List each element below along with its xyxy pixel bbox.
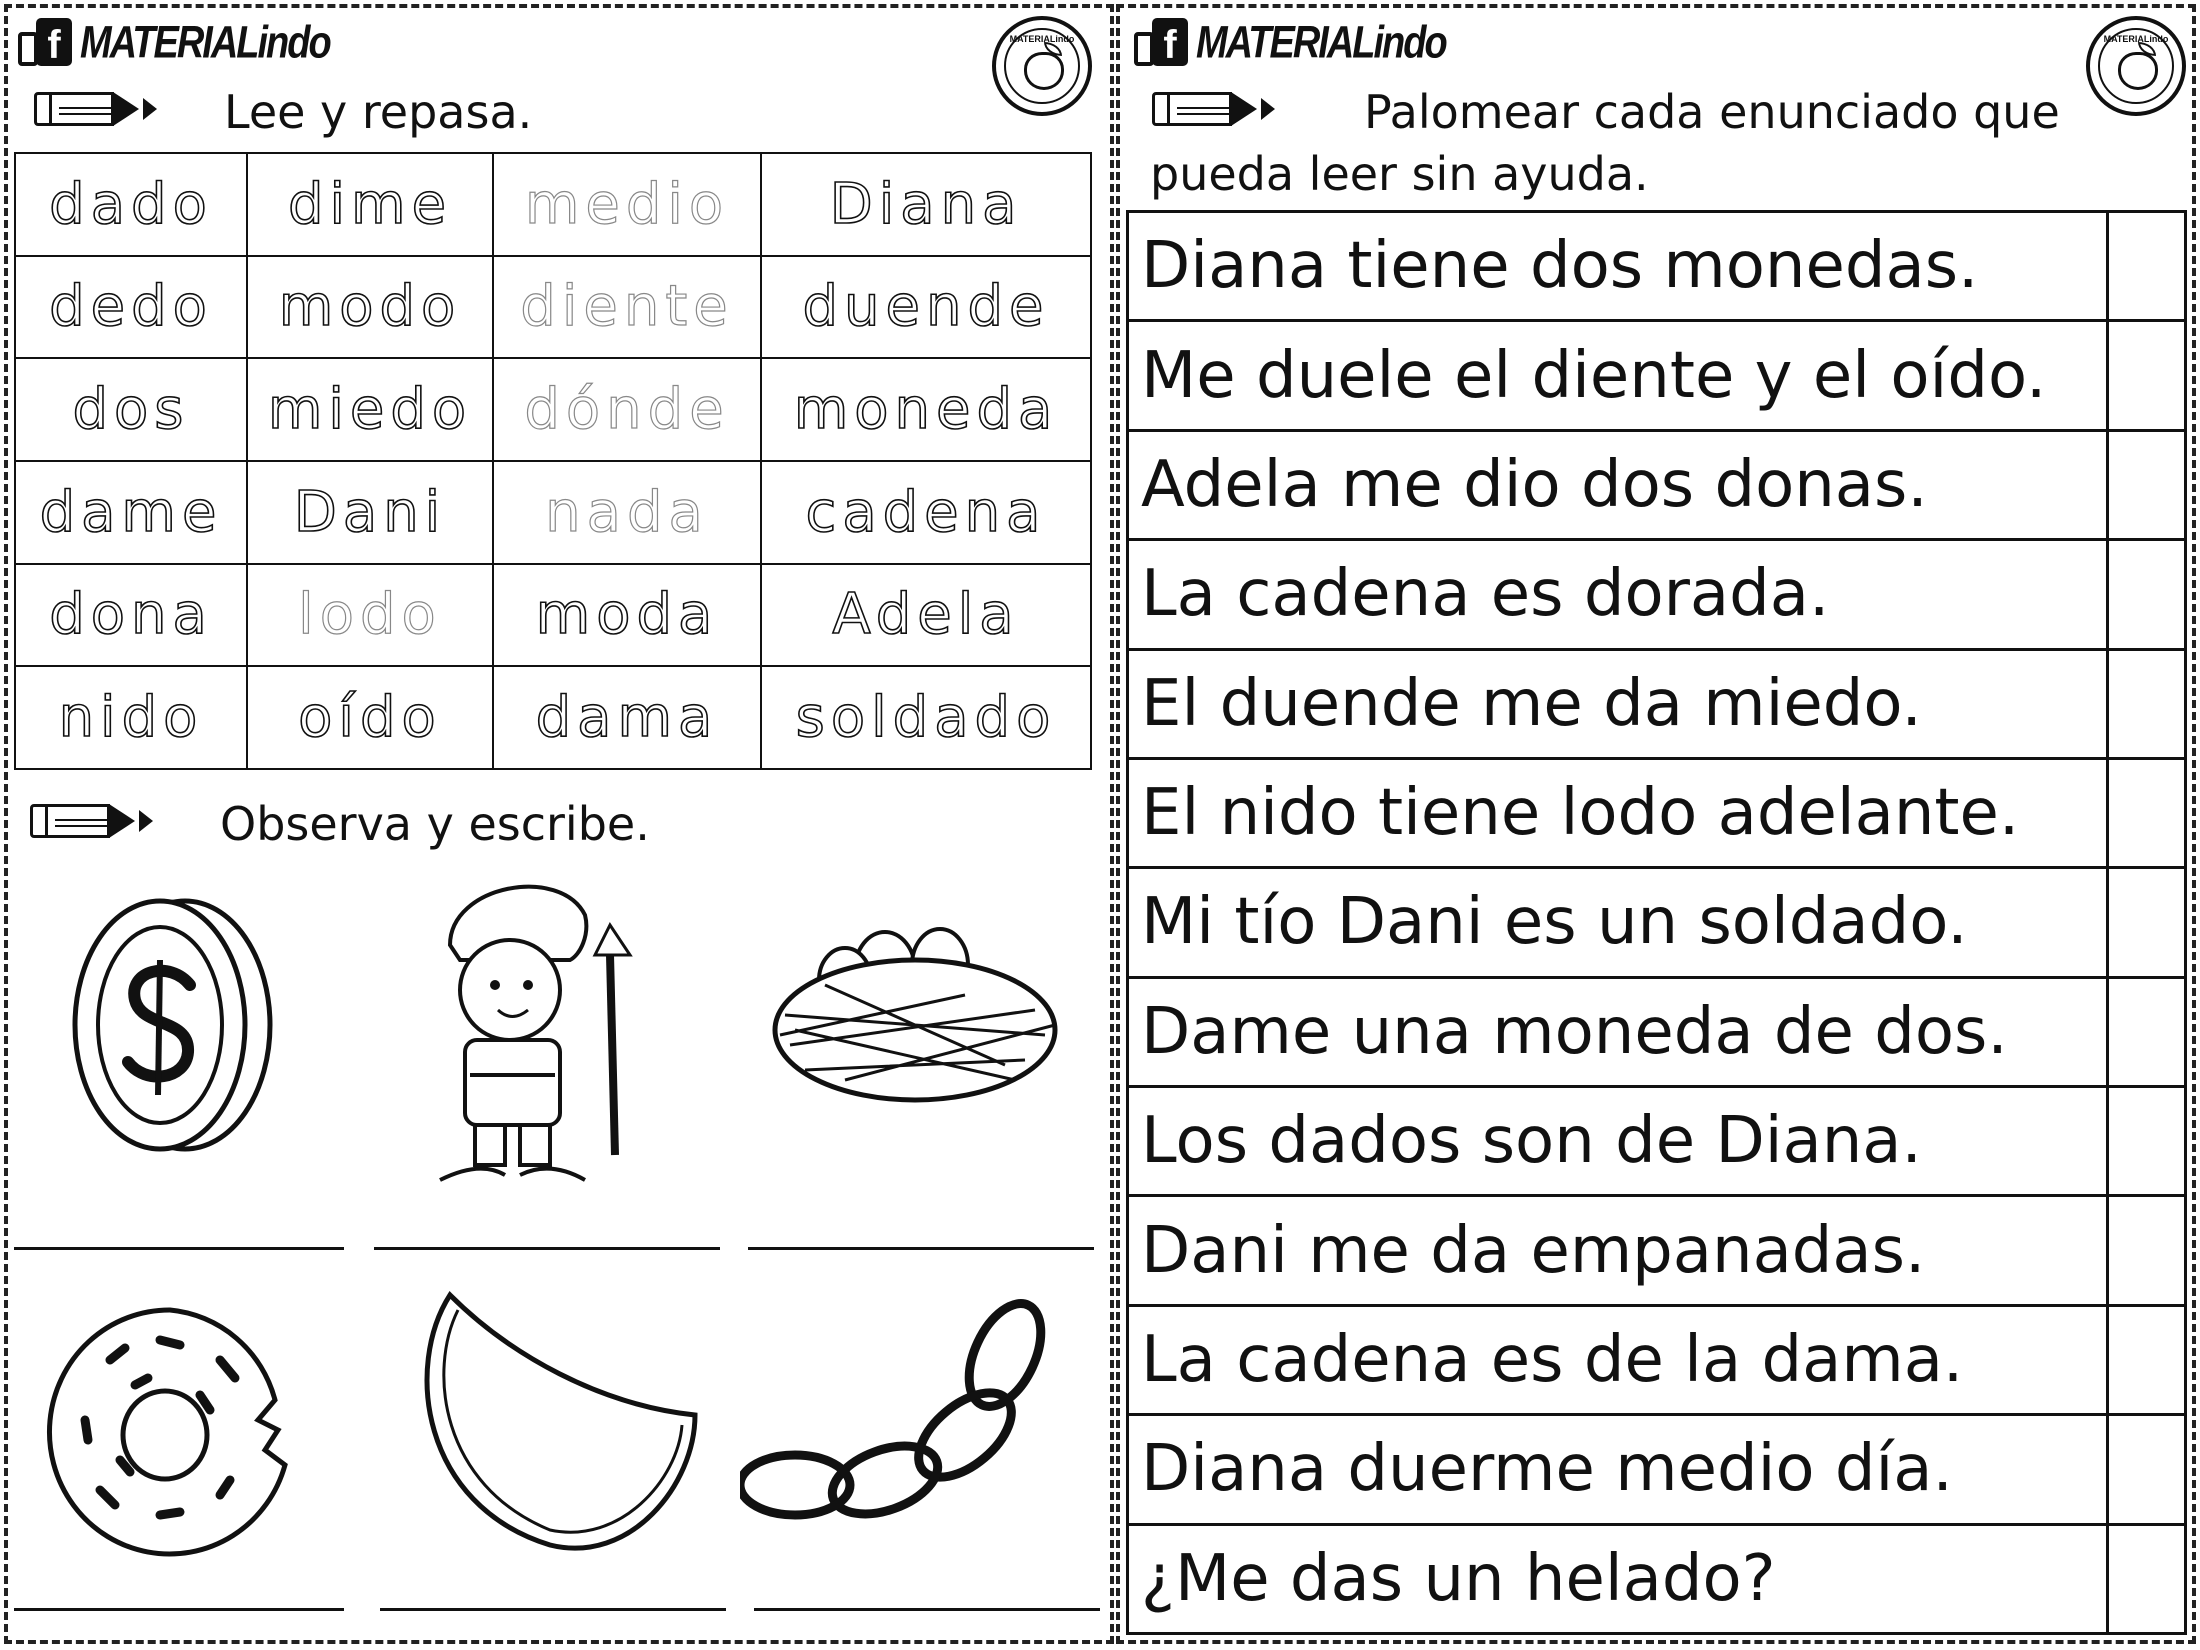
trace-word: duende: [761, 256, 1091, 359]
trace-word: moda: [493, 564, 761, 667]
sentence-row: [1128, 977, 2186, 1086]
trace-word: miedo: [247, 358, 493, 461]
sentence-row: [1128, 1087, 2186, 1196]
instruction-check-line1: Palomear cada enunciado que: [1364, 85, 2060, 139]
write-line[interactable]: [748, 1247, 1094, 1250]
brand-name: MATERIALindo: [80, 17, 330, 68]
check-box[interactable]: [2108, 868, 2186, 977]
trace-word: dónde: [493, 358, 761, 461]
pencil-icon: [30, 804, 153, 838]
word-row: [15, 666, 1091, 769]
write-line[interactable]: [754, 1608, 1100, 1611]
donut-icon: [40, 1300, 300, 1570]
chain-icon: [740, 1295, 1080, 1555]
brand-header-left: [18, 18, 330, 68]
check-box[interactable]: [2108, 977, 2186, 1086]
sentence-row: [1128, 868, 2186, 977]
coin-icon: [50, 890, 280, 1160]
trace-word: moneda: [761, 358, 1091, 461]
sentence-row: [1128, 1524, 2186, 1634]
elf-icon: [410, 865, 660, 1195]
sentence-text: La cadena es de la dama.: [1128, 1305, 2108, 1414]
trace-word: diente: [493, 256, 761, 359]
sentence-text: Dame una moneda de dos.: [1128, 977, 2108, 1086]
apple-seal-icon: MATERIALindo: [2086, 16, 2186, 116]
check-box[interactable]: [2108, 1415, 2186, 1524]
sentence-text: Mi tío Dani es un soldado.: [1128, 868, 2108, 977]
trace-word: dado: [15, 153, 247, 256]
word-row: [15, 358, 1091, 461]
trace-word: Dani: [247, 461, 493, 564]
word-row: [15, 461, 1091, 564]
facebook-like-icon: f: [1134, 18, 1190, 68]
sentence-checklist: [1126, 210, 2187, 1635]
write-line[interactable]: [14, 1608, 344, 1611]
check-box[interactable]: [2108, 540, 2186, 649]
sentence-row: [1128, 430, 2186, 539]
check-box[interactable]: [2108, 1524, 2186, 1634]
trace-word: medio: [493, 153, 761, 256]
sentence-row: [1128, 758, 2186, 867]
tracing-word-table: [14, 152, 1092, 770]
apple-seal-icon: MATERIALindo: [992, 16, 1092, 116]
sentence-text: Me duele el diente y el oído.: [1128, 321, 2108, 430]
check-box[interactable]: [2108, 1196, 2186, 1305]
empanada-icon: [400, 1275, 710, 1565]
trace-word: oído: [247, 666, 493, 769]
check-box[interactable]: [2108, 212, 2186, 321]
write-line[interactable]: [374, 1247, 720, 1250]
sentence-text: El nido tiene lodo adelante.: [1128, 758, 2108, 867]
sentence-row: [1128, 1196, 2186, 1305]
trace-word: dedo: [15, 256, 247, 359]
check-box[interactable]: [2108, 1305, 2186, 1414]
sentence-row: [1128, 540, 2186, 649]
instruction-observe-write: Observa y escribe.: [220, 797, 650, 851]
sentence-row: [1128, 212, 2186, 321]
word-row: [15, 564, 1091, 667]
sentence-text: Dani me da empanadas.: [1128, 1196, 2108, 1305]
trace-word: dama: [493, 666, 761, 769]
write-line[interactable]: [380, 1608, 726, 1611]
nest-icon: [765, 915, 1065, 1115]
sentence-row: [1128, 649, 2186, 758]
check-box[interactable]: [2108, 758, 2186, 867]
pencil-icon: [1152, 92, 1275, 126]
sentence-text: Diana tiene dos monedas.: [1128, 212, 2108, 321]
trace-word: nido: [15, 666, 247, 769]
check-box[interactable]: [2108, 321, 2186, 430]
trace-word: lodo: [247, 564, 493, 667]
instruction-read-trace: Lee y repasa.: [224, 85, 533, 139]
sentence-text: Adela me dio dos donas.: [1128, 430, 2108, 539]
word-row: [15, 256, 1091, 359]
trace-word: dona: [15, 564, 247, 667]
sentence-row: [1128, 1305, 2186, 1414]
trace-word: dame: [15, 461, 247, 564]
check-box[interactable]: [2108, 430, 2186, 539]
sentence-text: ¿Me das un helado?: [1128, 1524, 2108, 1634]
instruction-check-line2: pueda leer sin ayuda.: [1150, 147, 1649, 201]
trace-word: cadena: [761, 461, 1091, 564]
write-line[interactable]: [14, 1247, 344, 1250]
trace-word: dime: [247, 153, 493, 256]
sentence-text: El duende me da miedo.: [1128, 649, 2108, 758]
sentence-row: [1128, 321, 2186, 430]
trace-word: Diana: [761, 153, 1091, 256]
sentence-text: La cadena es dorada.: [1128, 540, 2108, 649]
brand-name: MATERIALindo: [1196, 17, 1446, 68]
trace-word: dos: [15, 358, 247, 461]
trace-word: soldado: [761, 666, 1091, 769]
trace-word: modo: [247, 256, 493, 359]
check-box[interactable]: [2108, 1087, 2186, 1196]
trace-word: nada: [493, 461, 761, 564]
check-box[interactable]: [2108, 649, 2186, 758]
brand-header-right: [1134, 18, 1446, 68]
trace-word: Adela: [761, 564, 1091, 667]
sentence-row: [1128, 1415, 2186, 1524]
pencil-icon: [34, 92, 157, 126]
word-row: [15, 153, 1091, 256]
sentence-text: Los dados son de Diana.: [1128, 1087, 2108, 1196]
sentence-text: Diana duerme medio día.: [1128, 1415, 2108, 1524]
facebook-like-icon: f: [18, 18, 74, 68]
